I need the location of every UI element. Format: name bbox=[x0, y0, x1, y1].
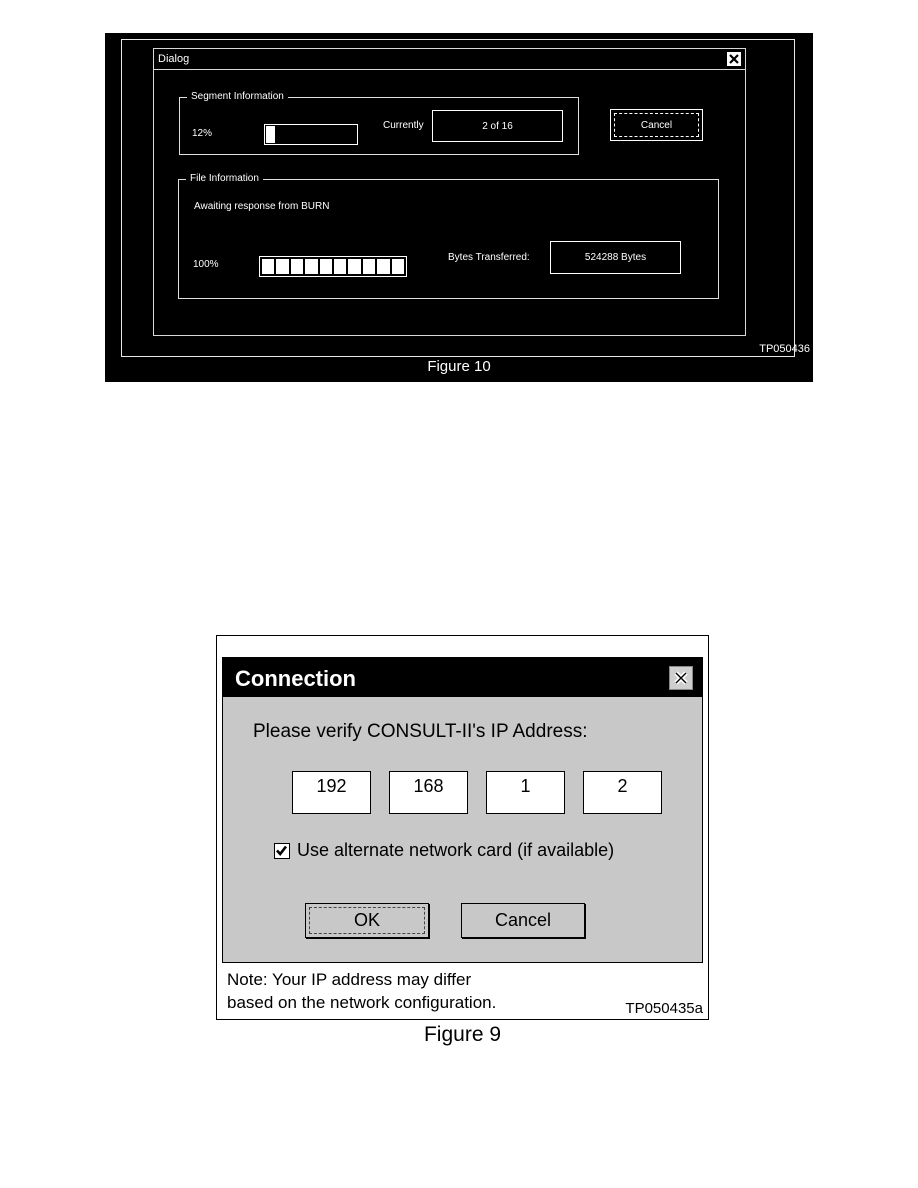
file-percent: 100% bbox=[193, 259, 219, 270]
progress-block bbox=[377, 259, 389, 274]
note-line-1: Note: Your IP address may differ bbox=[227, 970, 472, 989]
progress-block bbox=[348, 259, 360, 274]
progress-block bbox=[363, 259, 375, 274]
ok-button-label: OK bbox=[353, 910, 380, 930]
ip-octet-2-field[interactable]: 168 bbox=[389, 771, 468, 814]
ip-prompt: Please verify CONSULT-II's IP Address: bbox=[253, 721, 588, 742]
file-information-label: File Information bbox=[186, 172, 263, 186]
segment-information-group bbox=[179, 91, 579, 155]
close-icon[interactable] bbox=[669, 666, 693, 690]
burn-progress-dialog bbox=[153, 48, 746, 336]
bytes-transferred-box bbox=[550, 241, 681, 274]
progress-block bbox=[291, 259, 303, 274]
checkmark-icon bbox=[275, 844, 288, 857]
focus-rectangle bbox=[614, 113, 699, 137]
figure-9 bbox=[216, 635, 709, 1020]
dialog-titlebar bbox=[223, 658, 702, 697]
figure-10-caption: Figure 10 bbox=[427, 358, 491, 375]
ip-octet-3-field[interactable]: 1 bbox=[486, 771, 565, 814]
file-information-group bbox=[178, 173, 719, 299]
alternate-network-card-checkbox[interactable] bbox=[274, 843, 290, 859]
note-line-2: based on the network configuration. bbox=[227, 993, 497, 1012]
cancel-button-label: Cancel bbox=[640, 119, 673, 131]
segment-progress-bar bbox=[264, 124, 358, 145]
segment-progress-fill bbox=[266, 126, 275, 143]
focus-rectangle bbox=[309, 907, 425, 934]
dialog-title: Dialog bbox=[158, 53, 190, 65]
currently-label: Currently bbox=[383, 120, 424, 131]
ip-octet-1-field[interactable]: 192 bbox=[292, 771, 371, 814]
close-icon[interactable] bbox=[727, 52, 741, 66]
cancel-button-label: Cancel bbox=[494, 910, 552, 930]
dialog-title: Connection bbox=[235, 666, 356, 691]
alternate-network-card-label: Use alternate network card (if available) bbox=[297, 840, 615, 860]
file-progress-bar bbox=[259, 256, 407, 277]
progress-block bbox=[320, 259, 332, 274]
alternate-network-card-option[interactable] bbox=[274, 840, 614, 861]
dialog-titlebar bbox=[154, 49, 745, 70]
bytes-transferred-value: 524288 Bytes bbox=[584, 252, 647, 263]
connection-dialog bbox=[222, 657, 703, 963]
segment-percent: 12% bbox=[192, 128, 213, 139]
currently-value: 2 of 16 bbox=[482, 120, 513, 132]
cancel-button[interactable] bbox=[461, 903, 585, 938]
figure-9-code: TP050435a bbox=[625, 1000, 703, 1017]
bytes-transferred-label: Bytes Transferred: bbox=[448, 252, 530, 263]
ok-button[interactable] bbox=[305, 903, 429, 938]
figure-9-caption: Figure 9 bbox=[423, 1023, 502, 1046]
progress-block bbox=[334, 259, 346, 274]
segment-information-label: Segment Information bbox=[187, 90, 288, 104]
ip-octet-4-field[interactable]: 2 bbox=[583, 771, 662, 814]
currently-value-box bbox=[432, 110, 563, 142]
progress-block bbox=[305, 259, 317, 274]
progress-block bbox=[262, 259, 274, 274]
figure-10-code: TP050436 bbox=[759, 343, 810, 355]
status-text: Awaiting response from BURN bbox=[194, 201, 330, 212]
cancel-button[interactable] bbox=[610, 109, 703, 141]
progress-block bbox=[276, 259, 288, 274]
progress-block bbox=[392, 259, 404, 274]
figure-10 bbox=[105, 33, 813, 382]
